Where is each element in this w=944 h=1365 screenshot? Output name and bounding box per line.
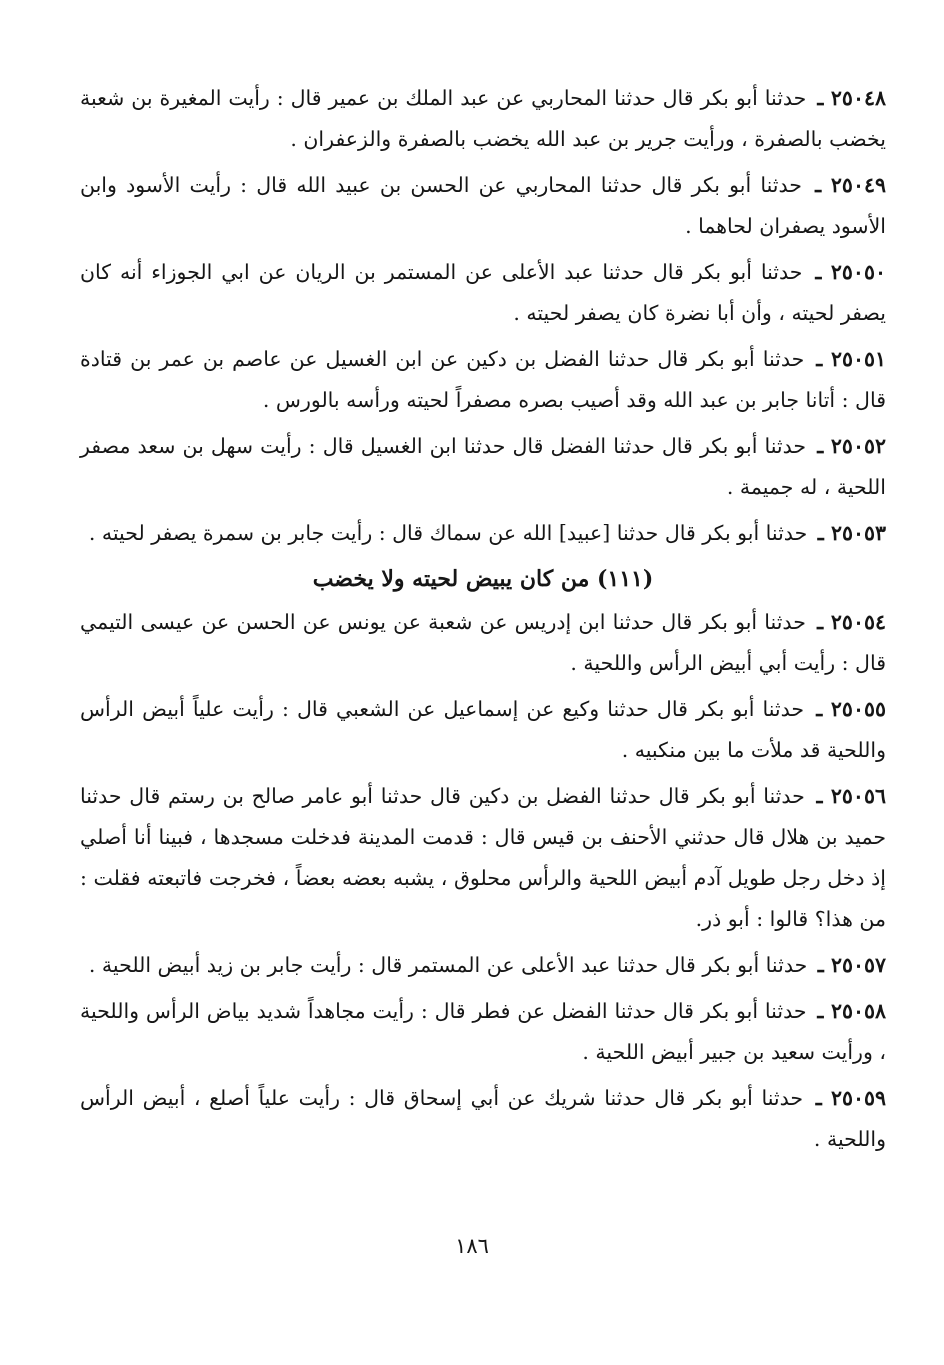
hadith-entry bbox=[80, 1078, 886, 1160]
hadith-text: حدثنا أبو بكر قال حدثنا [عبيد] الله عن سماك قال : رأيت جابر بن سمرة يصفر لحيته . bbox=[88, 521, 808, 545]
hadith-number: ٢٥٠٤٩ ـ bbox=[815, 173, 886, 197]
hadith-entry bbox=[80, 252, 886, 334]
hadith-entry bbox=[80, 776, 886, 940]
hadith-entry bbox=[80, 339, 886, 421]
hadith-entry bbox=[80, 165, 886, 247]
hadith-number: ٢٥٠٥٠ ـ bbox=[815, 260, 886, 284]
hadith-text: حدثنا أبو بكر قال حدثنا الفضل عن فطر قال : رأيت مجاهداً شديد بياض الرأس واللحية ، ورأيت سعيد بن جبير أبيض اللحية . bbox=[80, 999, 886, 1064]
hadith-number: ٢٥٠٥٩ ـ bbox=[815, 1086, 886, 1110]
hadith-text: حدثنا أبو بكر قال حدثنا وكيع عن إسماعيل عن الشعبي قال : رأيت علياً أبيض الرأس واللحية قد ملأت ما بين منكبيه . bbox=[80, 697, 886, 762]
hadith-text: حدثنا أبو بكر قال حدثنا ابن إدريس عن شعبة عن يونس عن الحسن عن عيسى التيمي قال : رأيت أبي أبيض الرأس واللحية . bbox=[80, 610, 886, 675]
hadith-number: ٢٥٠٥٧ ـ bbox=[817, 953, 886, 977]
hadith-entry bbox=[80, 991, 886, 1073]
hadith-entry bbox=[80, 78, 886, 160]
hadith-entry bbox=[80, 513, 886, 554]
hadith-text: حدثنا أبو بكر قال حدثنا الفضل بن دكين عن ابن الغسيل عن عاصم بن عمر بن قتادة قال : أتانا جابر بن عبد الله وقد أصيب بصره مصفراً لحيته ورأسه بالورس . bbox=[80, 347, 886, 412]
hadith-text: حدثنا أبو بكر قال حدثنا شريك عن أبي إسحاق قال : رأيت علياً أصلع ، أبيض الرأس واللحية . bbox=[80, 1086, 886, 1151]
hadith-number: ٢٥٠٥١ ـ bbox=[816, 347, 886, 371]
page-number: ١٨٦ bbox=[455, 1234, 489, 1258]
hadith-entry bbox=[80, 689, 886, 771]
hadith-text: حدثنا أبو بكر قال حدثنا عبد الأعلى عن المستمر قال : رأيت جابر بن زيد أبيض اللحية . bbox=[88, 953, 808, 977]
hadith-number: ٢٥٠٥٥ ـ bbox=[816, 697, 886, 721]
document-page bbox=[80, 78, 886, 1165]
hadith-text: حدثنا أبو بكر قال حدثنا الفضل قال حدثنا ابن الغسيل قال : رأيت سهل بن سعد مصفر اللحية ، له جميمة . bbox=[80, 434, 886, 499]
hadith-number: ٢٥٠٤٨ ـ bbox=[817, 86, 886, 110]
chapter-title: (١١١) من كان يبيض لحيته ولا يخضب bbox=[312, 566, 654, 592]
hadith-text: حدثنا أبو بكر قال حدثنا المحاربي عن الحسن بن عبيد الله قال : رأيت الأسود وابن الأسود يصفران لحاهما . bbox=[80, 173, 886, 238]
hadith-entry bbox=[80, 426, 886, 508]
hadith-entry bbox=[80, 945, 886, 986]
hadith-text: حدثنا أبو بكر قال حدثنا الفضل بن دكين قال حدثنا أبو عامر صالح بن رستم قال حدثنا حميد بن هلال قال حدثني الأحنف بن قيس قال : قدمت المدينة فدخلت مسجدها ، فبينا أنا أصلي إذ دخل رجل طويل آدم أبيض اللحية والرأس محلوق ، يشبه بعضه بعضاً ، فخرجت فاتبعته فقلت : من هذا؟ قالوا : أبو ذر. bbox=[80, 784, 886, 931]
hadith-number: ٢٥٠٥٨ ـ bbox=[817, 999, 886, 1023]
hadith-text: حدثنا أبو بكر قال حدثنا المحاربي عن عبد الملك بن عمير قال : رأيت المغيرة بن شعبة يخضب بالصفرة ، ورأيت جرير بن عبد الله يخضب بالصفرة والزعفران . bbox=[80, 86, 886, 151]
hadith-number: ٢٥٠٥٢ ـ bbox=[817, 434, 886, 458]
hadith-number: ٢٥٠٥٤ ـ bbox=[817, 610, 886, 634]
hadith-number: ٢٥٠٥٣ ـ bbox=[817, 521, 886, 545]
hadith-entry bbox=[80, 602, 886, 684]
hadith-text: حدثنا أبو بكر قال حدثنا عبد الأعلى عن المستمر بن الريان عن ابي الجوزاء أنه كان يصفر لحيته ، وأن أبا نضرة كان يصفر لحيته . bbox=[80, 260, 886, 325]
hadith-number: ٢٥٠٥٦ ـ bbox=[816, 784, 886, 808]
